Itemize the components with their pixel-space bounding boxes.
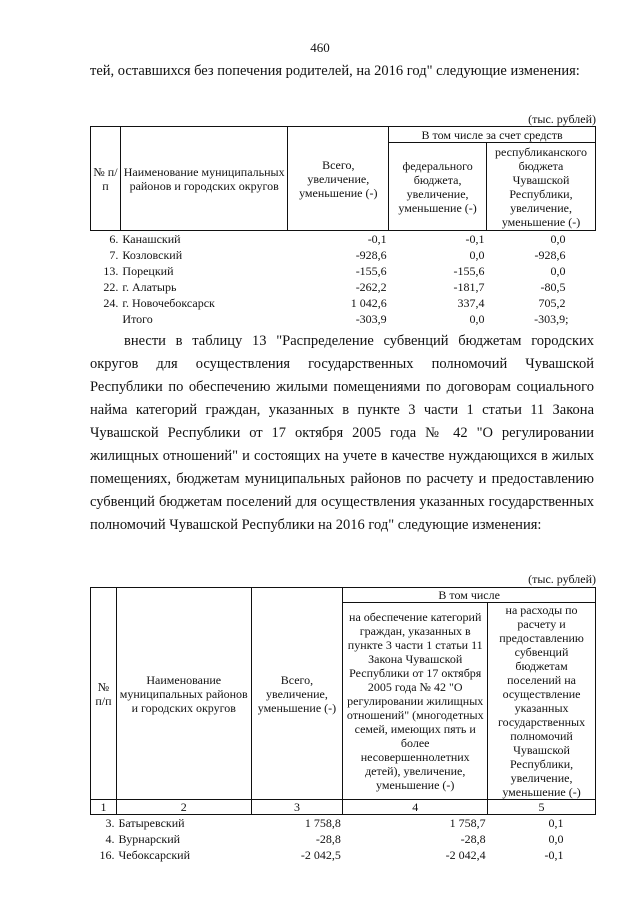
table2-unit: (тыс. рублей) [528, 572, 596, 586]
row-federal: 337,4 [457, 296, 485, 310]
row-name: Вурнарский [118, 832, 181, 846]
row-col4: -2 042,4 [445, 848, 486, 862]
row-federal: -155,6 [453, 264, 485, 278]
table-row [91, 263, 596, 279]
row-republic: 0,0 [550, 264, 566, 278]
row-num [91, 311, 121, 327]
main-paragraph: внести в таблицу 13 "Распределение субвенций бюджетам городских округов для осуществления государственных полномочий Чувашской Республики по обеспечению жилыми помещениями по договорам социального найма категорий граждан, указанных в пункте 3 части 1 статьи 11 Закона Чувашской Республики от 17 октября 2005 года № 42 "О регулировании жилищных отношений" и состоящих на учете в качестве нуждающихся в жилых помещениях, бюджетам муниципальных районов по расчету и предоставлению субвенций бюджетам поселений для осуществления указанных государственных полномочий Чувашской Республики на 2016 год" следующие изменения: [90, 333, 594, 533]
table2-header-total: Всего, увеличение, уменьшение (-) [251, 588, 343, 800]
table-row [91, 279, 596, 295]
table-row [91, 247, 596, 263]
table2-header-col5: на расходы по расчету и предоставлению субвенций бюджетам поселений на осуществление указанных государственных полномочий Чувашской Республики, увеличение, уменьшение (-) [488, 603, 596, 800]
row-col5: 0,0 [548, 832, 564, 846]
row-num: 4. [105, 832, 115, 846]
row-num: 13. [103, 264, 119, 278]
row-republic: -80,5 [540, 280, 566, 294]
row-name: Чебоксарский [118, 848, 190, 862]
table2 [90, 587, 596, 863]
row-federal: 0,0 [469, 248, 485, 262]
row-total: 1 758,8 [304, 816, 341, 830]
column-number: 2 [116, 800, 251, 815]
row-name: Итого [122, 312, 153, 326]
table1-header-name: Наименование муниципальных районов и городских округов [120, 127, 287, 231]
row-name: г. Новочебоксарск [122, 296, 215, 310]
table1-header-total: Всего, увеличение, уменьшение (-) [288, 127, 389, 231]
row-name: г. Алатырь [122, 280, 177, 294]
row-federal: 0,0 [469, 312, 485, 326]
row-num: 6. [109, 232, 119, 246]
row-name: Канашский [122, 232, 181, 246]
table-row [91, 295, 596, 311]
table2-header-group: В том числе [343, 588, 596, 603]
row-name: Козловский [122, 248, 183, 262]
row-total: -262,2 [355, 280, 387, 294]
row-num: 3. [105, 816, 115, 830]
row-republic: 705,2 [538, 296, 566, 310]
row-republic: -928,6 [534, 248, 566, 262]
row-num: 22. [103, 280, 119, 294]
table-row [91, 815, 596, 832]
table1-header-republic: республиканского бюджета Чувашской Республики, увеличение, уменьшение (-) [487, 143, 596, 231]
row-federal: -181,7 [453, 280, 485, 294]
row-col4: 1 758,7 [449, 816, 486, 830]
row-total: -155,6 [355, 264, 387, 278]
column-number: 3 [251, 800, 343, 815]
table1-header-num: № п/п [91, 127, 121, 231]
table-row [91, 231, 596, 248]
row-total: -2 042,5 [300, 848, 341, 862]
column-numbers-row [91, 800, 596, 815]
table1-header-group: В том числе за счет средств [389, 127, 596, 143]
row-total: -28,8 [315, 832, 341, 846]
row-col5: -0,1 [544, 848, 564, 862]
row-republic: -303,9; [534, 312, 569, 326]
row-republic: 0,0 [550, 232, 566, 246]
row-total: -0,1 [367, 232, 387, 246]
row-total: 1 042,6 [350, 296, 387, 310]
table2-header-name: Наименование муниципальных районов и городских округов [116, 588, 251, 800]
row-federal: -0,1 [465, 232, 485, 246]
table2-header-num: № п/п [91, 588, 117, 800]
row-num: 16. [99, 848, 115, 862]
table1-unit: (тыс. рублей) [528, 112, 596, 126]
row-col5: 0,1 [548, 816, 564, 830]
row-num: 24. [103, 296, 119, 310]
page-number: 460 [310, 40, 330, 55]
table1 [90, 126, 596, 327]
row-num: 7. [109, 248, 119, 262]
intro-paragraph: тей, оставшихся без попечения родителей, на 2016 год" следующие изменения: [90, 63, 580, 79]
table-row [91, 831, 596, 847]
row-name: Порецкий [122, 264, 174, 278]
row-total: -928,6 [355, 248, 387, 262]
row-total: -303,9 [355, 312, 387, 326]
table-row-total [91, 311, 596, 327]
row-col4: -28,8 [460, 832, 486, 846]
table2-header-col4: на обеспечение категорий граждан, указанных в пункте 3 части 1 статьи 11 Закона Чувашской Республики от 17 октября 2005 года № 42 "О регулировании жилищных отношений" (многодетных семей, имеющих пять и более несовершеннолетних детей), увеличение, уменьшение (-) [343, 603, 488, 800]
table-row [91, 847, 596, 863]
column-number: 4 [343, 800, 488, 815]
column-number: 1 [91, 800, 117, 815]
row-name: Батыревский [118, 816, 185, 830]
column-number: 5 [488, 800, 596, 815]
table1-header-federal: федерального бюджета, увеличение, уменьшение (-) [389, 143, 487, 231]
